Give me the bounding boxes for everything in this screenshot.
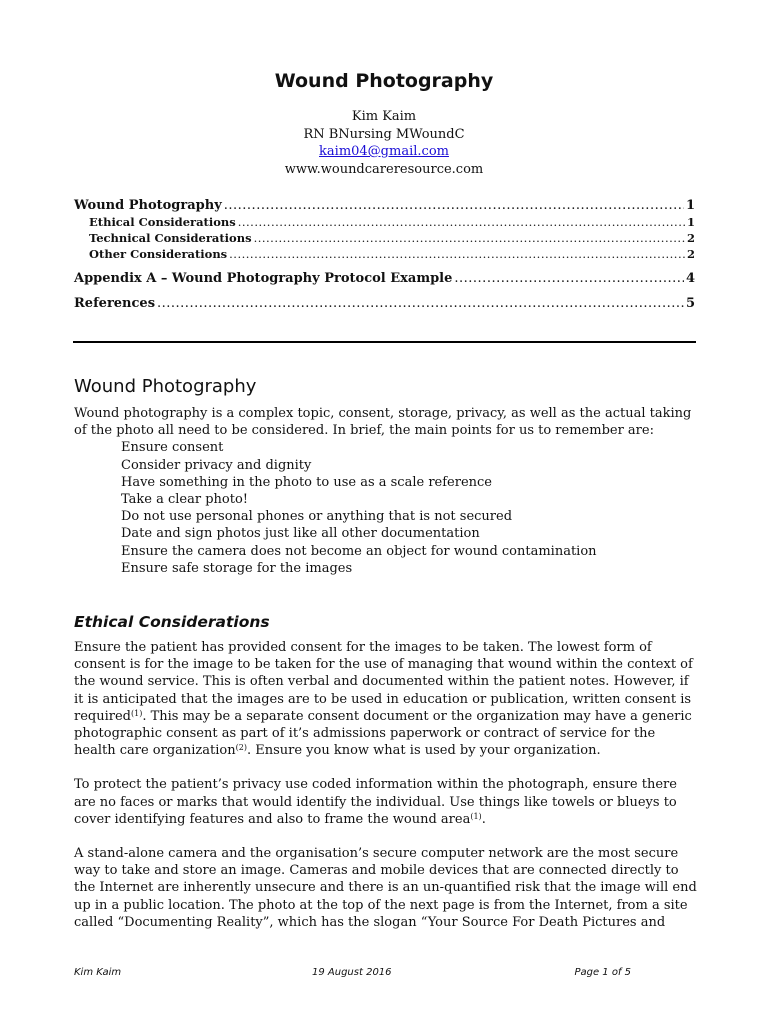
author-credentials: RN BNursing MWoundC xyxy=(303,126,465,142)
list-item: Do not use personal phones or anything that is not secured xyxy=(121,509,513,525)
list-item: Ensure safe storage for the images xyxy=(121,560,353,576)
author-email-link[interactable]: kaim04@gmail.com xyxy=(319,144,449,159)
list-item: Ensure the camera does not become an object for wound contamination xyxy=(121,543,597,559)
toc-entry-ethical-considerations[interactable]: Ethical Considerations ..... 1 xyxy=(74,215,695,231)
security-paragraph: A stand-alone camera and the organisation’s secure computer network are the most secure way to take and store an image. Cameras and mobile devices that are connected directly to the Internet are inherently unsecure and there is an un-quantified risk that the image will end up in a public location. The photo at the top of the next page is from the Internet, from a site called “Documenting Reality”, which has the slogan “Your Source For Death Pictures and xyxy=(74,846,697,930)
reference-marker: (1) xyxy=(470,811,482,821)
reference-marker: (2) xyxy=(235,743,247,753)
page-footer xyxy=(74,967,631,981)
intro-paragraph: Wound photography is a complex topic, consent, storage, privacy, as well as the actual taking of the photo all need to be considered. In brief, the main points for us to remember are: xyxy=(74,406,692,439)
toc-entry-other-considerations[interactable]: Other Considerations ..... 2 xyxy=(74,247,695,263)
toc-entry-wound-photography[interactable]: Wound Photography ..... 1 xyxy=(74,198,695,215)
author-website: www.woundcareresource.com xyxy=(284,161,484,177)
consent-paragraph: Ensure the patient has provided consent for the images to be taken. The lowest form of consent is for the image to be taken for the use of managing that wound within the context of the wound service. This is often verbal and documented within the patient notes. However, if it is anticipated that the images are to be used in education or publication, written consent is required$^{(1)}$. This may be a separate consent document or the organization may have a generic photographic consent as part of it’s admissions paperwork or contract of service for the health care organization$^{(2)}$. Ensure you know what is used by your organization. xyxy=(74,640,693,759)
reference-marker: (1) xyxy=(131,708,143,718)
footer-author: Kim Kaim xyxy=(74,967,122,978)
section-heading-wound-photography: Wound Photography xyxy=(74,376,257,397)
toc-entry-appendix-a[interactable]: Appendix A – Wound Photography Protocol Example ..... 4 xyxy=(74,271,695,288)
list-item: Take a clear photo! xyxy=(121,492,249,508)
section-heading-ethical-considerations: Ethical Considerations xyxy=(74,613,270,631)
main-points-list xyxy=(74,439,699,577)
list-item: Have something in the photo to use as a scale reference xyxy=(121,474,492,490)
document-title: Wound Photography xyxy=(274,70,494,92)
horizontal-divider xyxy=(73,341,696,343)
author-block xyxy=(0,108,768,178)
list-item: Ensure consent xyxy=(121,440,224,456)
section-wound-photography-body xyxy=(74,405,699,577)
privacy-paragraph: To protect the patient’s privacy use coded information within the photograph, ensure there are no faces or marks that would identify the individual. Use things like towels or blueys to cover identifying features and also to frame the wound area$^{(1)}$. xyxy=(74,777,677,827)
toc-entry-technical-considerations[interactable]: Technical Considerations ..... 2 xyxy=(74,231,695,247)
footer-page-number: Page 1 of 5 xyxy=(574,967,631,978)
list-item: Date and sign photos just like all other documentation xyxy=(121,526,480,542)
author-name: Kim Kaim xyxy=(351,109,417,124)
footer-date: 19 August 2016 xyxy=(312,967,392,978)
table-of-contents xyxy=(74,198,695,313)
section-ethical-considerations-body xyxy=(74,639,699,931)
toc-entry-references[interactable]: References ..... 5 xyxy=(74,296,695,313)
list-item: Consider privacy and dignity xyxy=(121,457,312,473)
